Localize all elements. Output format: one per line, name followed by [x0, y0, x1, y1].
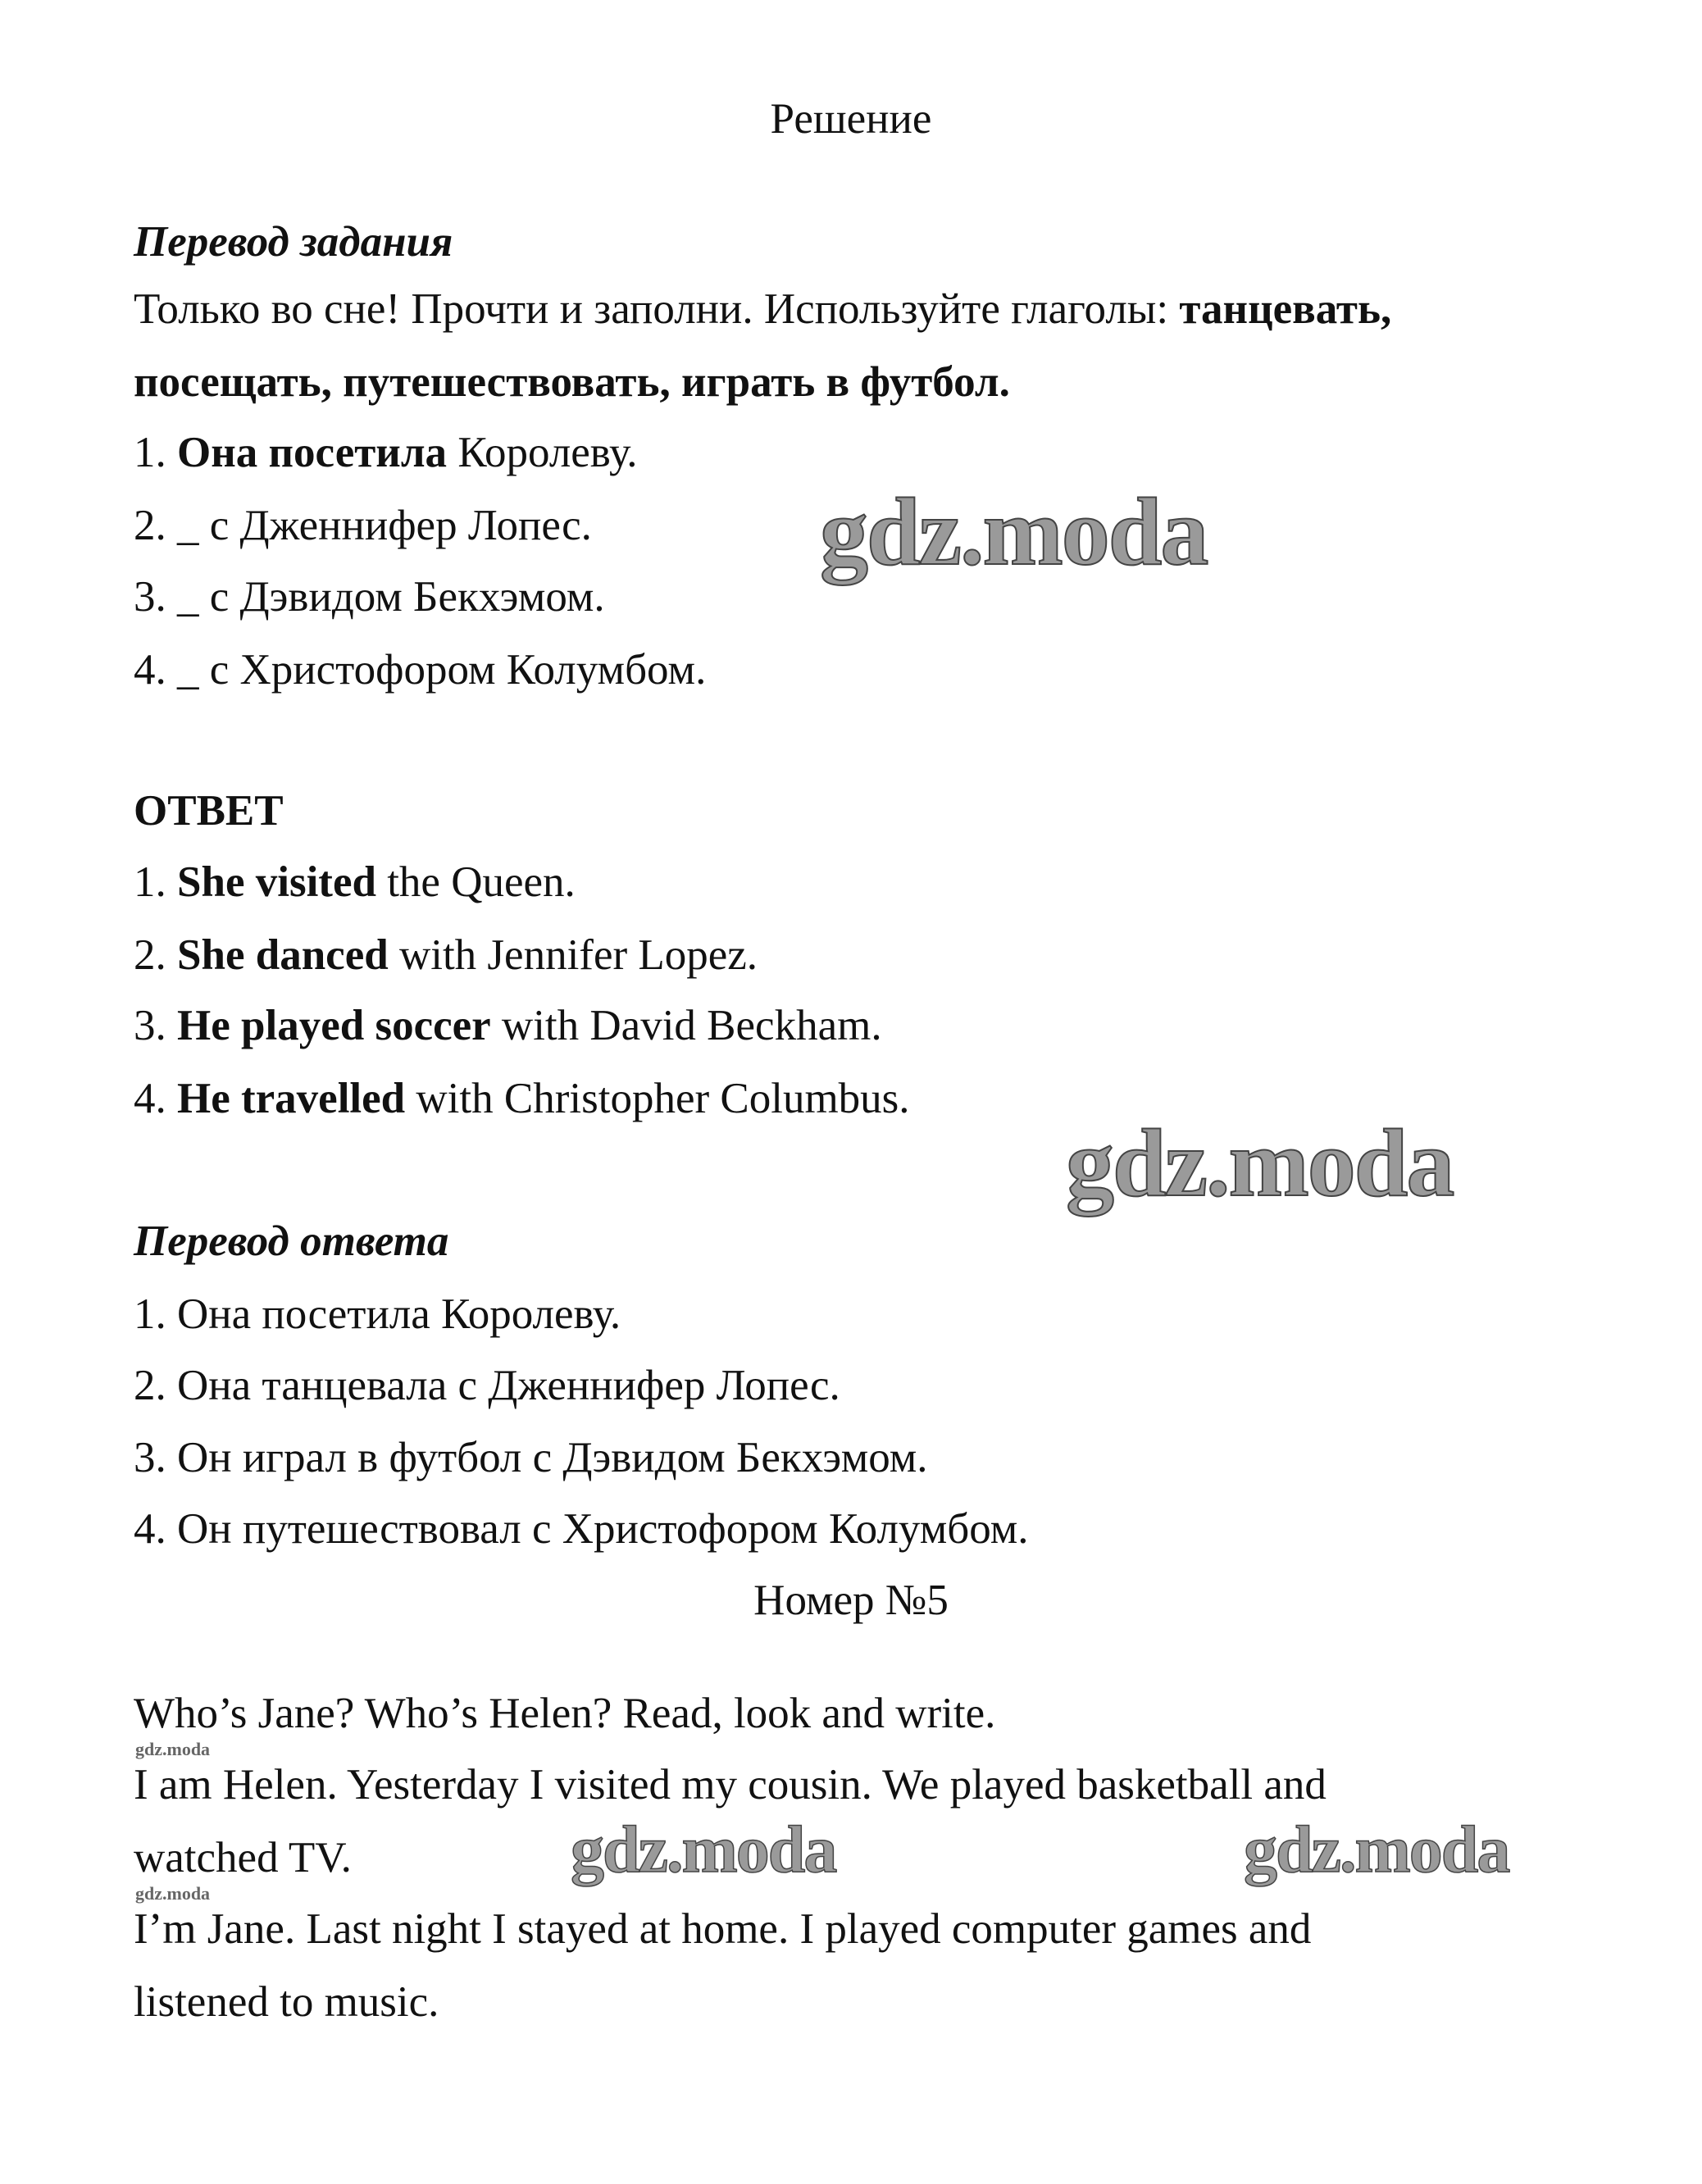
- item-bold: Она посетила: [177, 429, 448, 476]
- answer-heading: ОТВЕТ: [134, 787, 284, 835]
- item-rest: _ с Христофором Колумбом.: [177, 646, 707, 694]
- item-rest: _ с Дэвидом Бекхэмом.: [177, 573, 605, 621]
- watermark: gdz.moda: [571, 1812, 836, 1886]
- watermark: gdz.moda: [135, 1739, 211, 1759]
- task-item: [134, 428, 637, 477]
- item-number: 1.: [134, 858, 177, 906]
- item-number: 2.: [134, 931, 177, 979]
- item-rest: _ с Дженнифер Лопес.: [177, 502, 592, 549]
- item-bold: He travelled: [177, 1075, 406, 1122]
- task-item: [134, 501, 592, 550]
- item-bold: She visited: [177, 858, 376, 906]
- item-number: 4.: [134, 1075, 177, 1122]
- watermark: gdz.moda: [1066, 1109, 1454, 1217]
- watermark: gdz.moda: [135, 1883, 211, 1904]
- answer-item: [134, 930, 758, 980]
- exercise-line: listened to music.: [134, 1978, 439, 2026]
- item-number: 1.: [134, 429, 177, 476]
- page-title: Решение: [770, 95, 932, 143]
- answer-item: [134, 858, 576, 907]
- item-rest: with Jennifer Lopez.: [388, 931, 758, 979]
- item-number: 3.: [134, 1002, 177, 1049]
- task-verbs-line: посещать, путешествовать, играть в футбол.: [134, 358, 1010, 406]
- answer-translation-item: 4. Он путешествовал с Христофором Колумбом.: [134, 1505, 1029, 1553]
- answer-translation-heading: Перевод ответа: [134, 1217, 449, 1265]
- exercise-heading: Номер №5: [753, 1577, 949, 1624]
- task-intro-text: Только во сне! Прочти и заполни. Используйте глаголы:: [134, 285, 1180, 333]
- task-translation-heading: Перевод задания: [134, 218, 453, 266]
- answer-translation-item: 2. Она танцевала с Дженнифер Лопес.: [134, 1362, 840, 1409]
- item-rest: with Christopher Columbus.: [405, 1075, 910, 1122]
- exercise-line: Who’s Jane? Who’s Helen? Read, look and write.: [134, 1690, 996, 1737]
- task-item: [134, 645, 706, 694]
- exercise-line: I am Helen. Yesterday I visited my cousin. We played basketball and: [134, 1761, 1327, 1809]
- item-rest: the Queen.: [375, 858, 576, 906]
- answer-translation-item: 1. Она посетила Королеву.: [134, 1290, 621, 1338]
- task-verbs: танцевать,: [1179, 285, 1392, 333]
- answer-translation-item: 3. Он играл в футбол с Дэвидом Бекхэмом.: [134, 1434, 928, 1481]
- item-number: 4.: [134, 646, 177, 694]
- task-item: [134, 572, 605, 621]
- answer-item: [134, 1074, 910, 1123]
- item-number: 3.: [134, 573, 177, 621]
- exercise-line: watched TV.: [134, 1834, 352, 1881]
- item-bold: He played soccer: [177, 1002, 491, 1049]
- task-intro: [134, 284, 1391, 334]
- exercise-line: I’m Jane. Last night I stayed at home. I played computer games and: [134, 1905, 1312, 1953]
- item-number: 2.: [134, 502, 177, 549]
- watermark: gdz.moda: [1244, 1812, 1509, 1886]
- item-bold: She danced: [177, 931, 389, 979]
- answer-item: [134, 1001, 882, 1050]
- watermark: gdz.moda: [820, 478, 1208, 585]
- item-rest: with David Beckham.: [490, 1002, 882, 1049]
- item-rest: Королеву.: [447, 429, 638, 476]
